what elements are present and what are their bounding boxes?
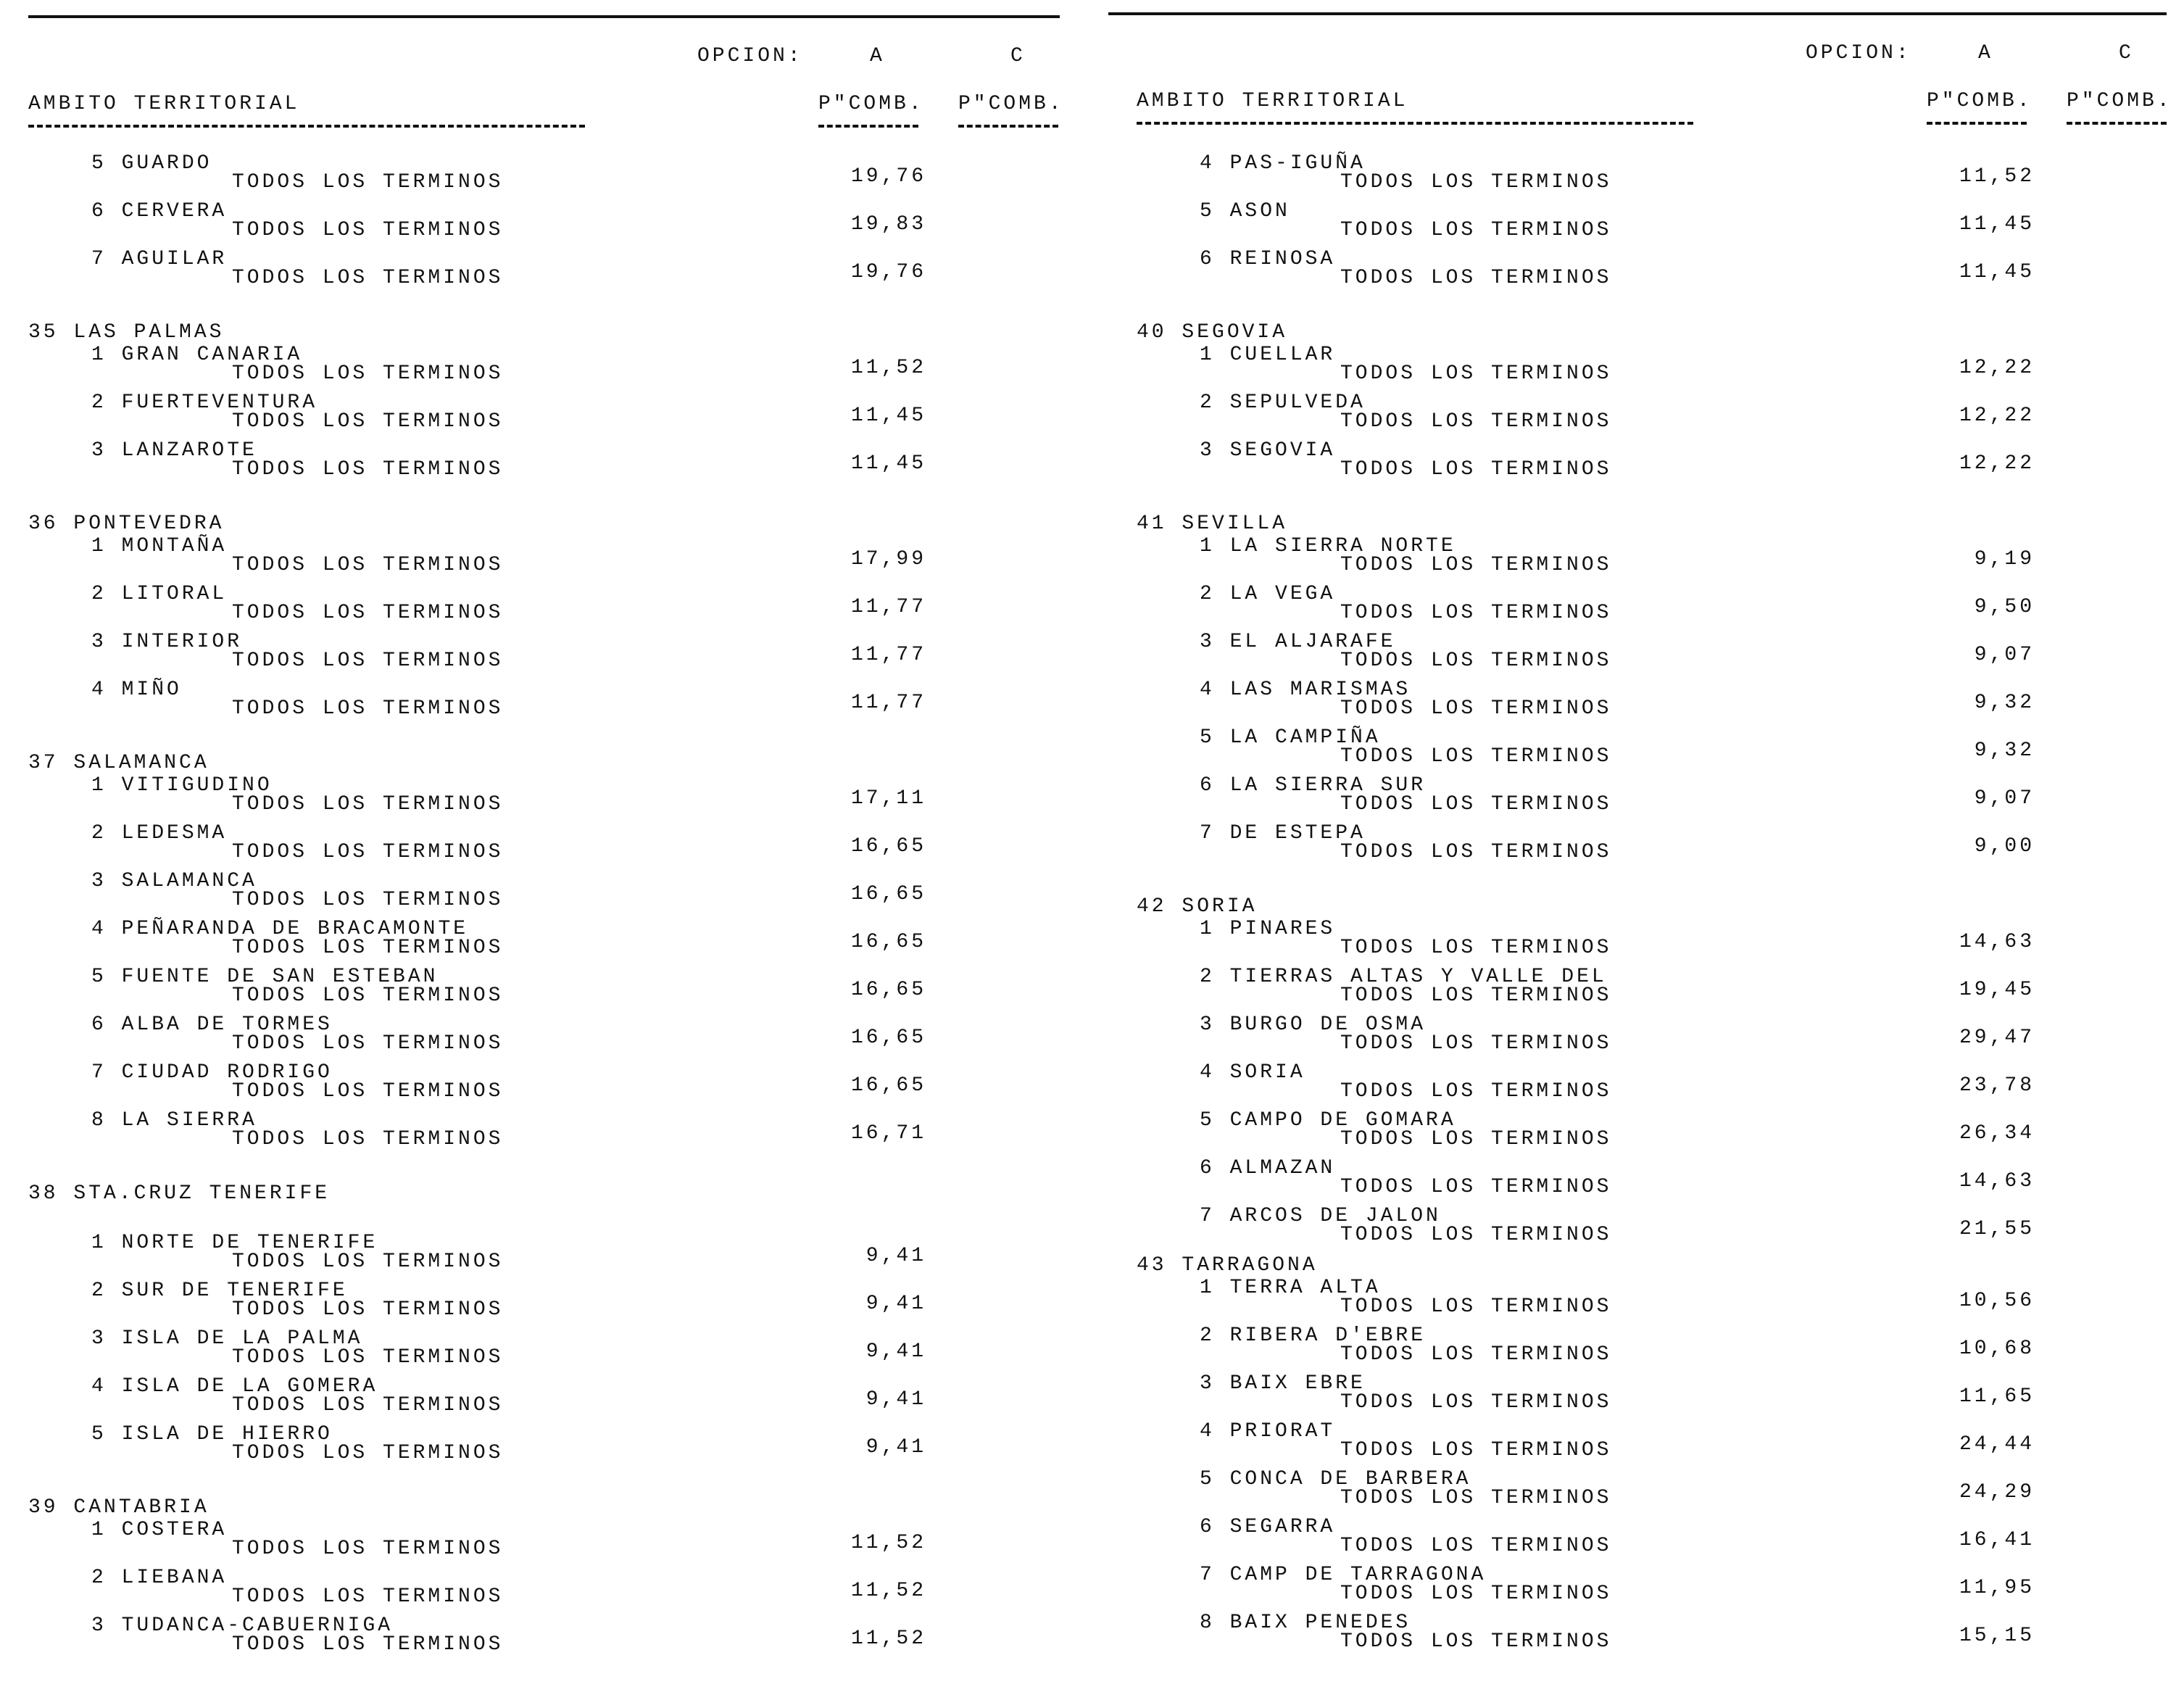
comarca-row (1108, 966, 2184, 1013)
comarca-name: 7 CAMP DE TARRAGONA (1200, 1564, 1487, 1586)
province-group (1108, 1254, 2184, 1659)
all-terms-label: TODOS LOS TERMINOS (1340, 219, 1612, 241)
comarca-row (1108, 1564, 2184, 1612)
option-a-value: 9,07 (1974, 787, 2035, 810)
all-terms-label: TODOS LOS TERMINOS (232, 889, 504, 911)
comarca-name: 1 PINARES (1200, 918, 1336, 940)
option-a-value: 11,45 (1959, 213, 2035, 236)
province-group (0, 152, 1076, 296)
all-terms-label: TODOS LOS TERMINOS (232, 650, 504, 672)
all-terms-label: TODOS LOS TERMINOS (232, 984, 504, 1007)
option-a-value: 9,41 (865, 1293, 926, 1315)
header-underline (1137, 122, 1693, 128)
province-heading: 36 PONTEVEDRA (28, 513, 225, 535)
all-terms-label: TODOS LOS TERMINOS (1340, 937, 1612, 959)
option-a-value: 16,65 (850, 835, 926, 858)
header-underline (2067, 122, 2167, 128)
comarca-name: 1 MONTAÑA (91, 535, 228, 557)
comarca-name: 8 BAIX PENEDES (1200, 1612, 1411, 1634)
province-heading: 42 SORIA (1137, 895, 1258, 918)
comarca-name: 2 RIBERA D'EBRE (1200, 1324, 1427, 1347)
comarca-row (1108, 726, 2184, 774)
all-terms-label: TODOS LOS TERMINOS (1340, 1583, 1612, 1605)
option-a-value: 9,00 (1974, 835, 2035, 858)
comarca-row (1108, 679, 2184, 726)
comarca-name: 3 BURGO DE OSMA (1200, 1013, 1427, 1036)
province-group (1108, 152, 2184, 296)
option-a-value: 17,99 (850, 548, 926, 571)
comarca-row (0, 1327, 1076, 1375)
province-group (0, 1182, 1076, 1471)
province-group (0, 513, 1076, 726)
comarca-name: 7 ARCOS DE JALON (1200, 1205, 1441, 1227)
province-heading: 40 SEGOVIA (1137, 321, 1288, 344)
all-terms-label: TODOS LOS TERMINOS (1340, 1080, 1612, 1103)
all-terms-label: TODOS LOS TERMINOS (1340, 984, 1612, 1007)
all-terms-label: TODOS LOS TERMINOS (1340, 793, 1612, 816)
comarca-row (1108, 1612, 2184, 1659)
comarca-name: 3 INTERIOR (91, 631, 243, 653)
comarca-row (1108, 535, 2184, 583)
all-terms-label: TODOS LOS TERMINOS (1340, 1224, 1612, 1246)
comarca-row (0, 774, 1076, 822)
comarca-name: 1 NORTE DE TENERIFE (91, 1232, 378, 1254)
comarca-row (1108, 1061, 2184, 1109)
comarca-row (0, 1280, 1076, 1327)
comarca-name: 6 ALMAZAN (1200, 1157, 1336, 1179)
option-a-value: 16,65 (850, 931, 926, 953)
comarca-row (0, 679, 1076, 726)
opcion-label: OPCION: (697, 45, 803, 67)
province-heading: 35 LAS PALMAS (28, 321, 225, 344)
option-a-value: 9,41 (865, 1388, 926, 1411)
comarca-row (0, 583, 1076, 631)
option-a-value: 11,45 (850, 452, 926, 475)
header-underline (958, 125, 1058, 130)
option-a-value: 16,41 (1959, 1529, 2035, 1551)
comarca-name: 6 ALBA DE TORMES (91, 1013, 333, 1036)
comarca-row (1108, 774, 2184, 822)
option-a-value: 16,65 (850, 979, 926, 1001)
comarca-row (1108, 822, 2184, 870)
all-terms-label: TODOS LOS TERMINOS (1340, 410, 1612, 433)
option-a-value: 11,45 (850, 405, 926, 427)
option-a-value: 11,77 (850, 644, 926, 666)
option-a-value: 11,65 (1959, 1385, 2035, 1408)
comarca-row (0, 1061, 1076, 1109)
comarca-name: 1 COSTERA (91, 1519, 228, 1541)
option-c-label: C (2119, 42, 2134, 65)
comarca-row (1108, 583, 2184, 631)
comarca-row (1108, 1420, 2184, 1468)
option-a-value: 26,34 (1959, 1122, 2035, 1145)
comarca-name: 3 EL ALJARAFE (1200, 631, 1396, 653)
comarca-name: 5 FUENTE DE SAN ESTEBAN (91, 966, 439, 988)
comarca-name: 4 MIÑO (91, 679, 182, 701)
comarca-name: 3 BAIX EBRE (1200, 1372, 1366, 1395)
option-a-value: 16,71 (850, 1122, 926, 1145)
province-heading: 37 SALAMANCA (28, 752, 209, 774)
comarca-name: 7 CIUDAD RODRIGO (91, 1061, 333, 1084)
option-a-value: 19,45 (1959, 979, 2035, 1001)
option-a-value: 24,29 (1959, 1481, 2035, 1504)
option-a-value: 11,95 (1959, 1577, 2035, 1599)
comarca-name: 5 LA CAMPIÑA (1200, 726, 1381, 749)
all-terms-label: TODOS LOS TERMINOS (1340, 1176, 1612, 1198)
comarca-row (1108, 1516, 2184, 1564)
option-a-label: A (870, 45, 885, 67)
province-group (0, 1496, 1076, 1662)
comarca-row (1108, 1372, 2184, 1420)
comarca-row (1108, 631, 2184, 679)
all-terms-label: TODOS LOS TERMINOS (232, 1394, 504, 1417)
all-terms-label: TODOS LOS TERMINOS (232, 1346, 504, 1369)
comarca-row (1108, 200, 2184, 248)
all-terms-label: TODOS LOS TERMINOS (232, 1251, 504, 1273)
comarca-row (0, 966, 1076, 1013)
comarca-row (1108, 1109, 2184, 1157)
option-a-value: 12,22 (1959, 452, 2035, 475)
option-a-value: 9,41 (865, 1340, 926, 1363)
option-a-value: 11,52 (850, 357, 926, 379)
comarca-row (0, 1614, 1076, 1662)
all-terms-label: TODOS LOS TERMINOS (1340, 745, 1612, 768)
comarca-name: 2 SEPULVEDA (1200, 391, 1366, 414)
comarca-name: 4 SORIA (1200, 1061, 1305, 1084)
comarca-name: 1 GRAN CANARIA (91, 344, 303, 366)
comarca-row (0, 152, 1076, 200)
all-terms-label: TODOS LOS TERMINOS (1340, 1128, 1612, 1150)
territory-list (1108, 152, 2184, 1659)
comarca-name: 3 SEGOVIA (1200, 439, 1336, 462)
option-a-value: 12,22 (1959, 405, 2035, 427)
all-terms-label: TODOS LOS TERMINOS (232, 1298, 504, 1321)
province-heading: 41 SEVILLA (1137, 513, 1288, 535)
option-a-value: 11,45 (1959, 261, 2035, 283)
all-terms-label: TODOS LOS TERMINOS (1340, 267, 1612, 289)
comarca-name: 2 LIEBANA (91, 1567, 228, 1589)
comarca-row (0, 535, 1076, 583)
option-a-value: 9,32 (1974, 692, 2035, 714)
header-underline (818, 125, 918, 130)
comarca-row (1108, 152, 2184, 200)
all-terms-label: TODOS LOS TERMINOS (232, 1633, 504, 1656)
comarca-name: 3 SALAMANCA (91, 870, 257, 892)
comarca-name: 1 TERRA ALTA (1200, 1277, 1381, 1299)
option-a-value: 11,52 (850, 1628, 926, 1650)
comarca-row (1108, 1324, 2184, 1372)
comarca-row (1108, 1157, 2184, 1205)
all-terms-label: TODOS LOS TERMINOS (1340, 1630, 1612, 1653)
province-group (1108, 321, 2184, 487)
comarca-row (0, 1013, 1076, 1061)
all-terms-label: TODOS LOS TERMINOS (232, 219, 504, 241)
option-a-value: 10,56 (1959, 1290, 2035, 1312)
all-terms-label: TODOS LOS TERMINOS (1340, 171, 1612, 194)
comarca-row (0, 391, 1076, 439)
all-terms-label: TODOS LOS TERMINOS (1340, 602, 1612, 624)
right-page-column (1108, 0, 2184, 1700)
all-terms-label: TODOS LOS TERMINOS (232, 267, 504, 289)
comarca-name: 6 LA SIERRA SUR (1200, 774, 1427, 797)
option-a-label: A (1978, 42, 1993, 65)
option-a-value: 15,15 (1959, 1625, 2035, 1647)
comarca-row (1108, 1013, 2184, 1061)
pcomb-a-header: P"COMB. (818, 93, 924, 115)
comarca-row (0, 344, 1076, 391)
all-terms-label: TODOS LOS TERMINOS (1340, 1535, 1612, 1557)
comarca-name: 5 ASON (1200, 200, 1290, 223)
header-underline (1927, 122, 2027, 128)
province-heading: 38 STA.CRUZ TENERIFE (28, 1182, 331, 1205)
comarca-name: 4 PAS-IGUÑA (1200, 152, 1366, 175)
comarca-name: 6 REINOSA (1200, 248, 1336, 270)
option-a-value: 9,32 (1974, 739, 2035, 762)
all-terms-label: TODOS LOS TERMINOS (232, 793, 504, 816)
all-terms-label: TODOS LOS TERMINOS (1340, 650, 1612, 672)
all-terms-label: TODOS LOS TERMINOS (1340, 1295, 1612, 1318)
pcomb-c-header: P"COMB. (958, 93, 1064, 115)
all-terms-label: TODOS LOS TERMINOS (1340, 1032, 1612, 1055)
comarca-name: 5 CONCA DE BARBERA (1200, 1468, 1471, 1490)
comarca-name: 5 ISLA DE HIERRO (91, 1423, 333, 1446)
option-a-value: 19,76 (850, 261, 926, 283)
all-terms-label: TODOS LOS TERMINOS (1340, 362, 1612, 385)
option-a-value: 19,83 (850, 213, 926, 236)
option-a-value: 11,52 (850, 1532, 926, 1554)
option-a-value: 9,19 (1974, 548, 2035, 571)
option-a-value: 11,52 (850, 1580, 926, 1602)
option-a-value: 9,07 (1974, 644, 2035, 666)
option-a-value: 11,52 (1959, 165, 2035, 188)
province-heading: 39 CANTABRIA (28, 1496, 209, 1519)
all-terms-label: TODOS LOS TERMINOS (232, 1585, 504, 1608)
comarca-name: 4 PEÑARANDA DE BRACAMONTE (91, 918, 469, 940)
province-group (0, 752, 1076, 1157)
comarca-name: 2 TIERRAS ALTAS Y VALLE DEL (1200, 966, 1607, 988)
comarca-name: 4 ISLA DE LA GOMERA (91, 1375, 378, 1398)
comarca-row (1108, 1205, 2184, 1253)
option-a-value: 9,50 (1974, 596, 2035, 618)
comarca-name: 6 CERVERA (91, 200, 228, 223)
all-terms-label: TODOS LOS TERMINOS (1340, 1439, 1612, 1461)
pcomb-a-header: P"COMB. (1927, 90, 2033, 112)
option-a-value: 16,65 (850, 1074, 926, 1097)
opcion-label: OPCION: (1806, 42, 1911, 65)
option-a-value: 21,55 (1959, 1218, 2035, 1240)
territory-list (0, 152, 1076, 1662)
comarca-name: 2 LEDESMA (91, 822, 228, 845)
province-group (1108, 513, 2184, 870)
comarca-name: 8 LA SIERRA (91, 1109, 257, 1132)
comarca-name: 3 LANZAROTE (91, 439, 257, 462)
comarca-row (0, 870, 1076, 918)
comarca-name: 1 LA SIERRA NORTE (1200, 535, 1456, 557)
comarca-row (1108, 1277, 2184, 1324)
comarca-row (0, 248, 1076, 296)
option-a-value: 10,68 (1959, 1338, 2035, 1360)
comarca-name: 3 TUDANCA-CABUERNIGA (91, 1614, 394, 1637)
all-terms-label: TODOS LOS TERMINOS (232, 458, 504, 481)
comarca-row (1108, 918, 2184, 966)
option-a-value: 17,11 (850, 787, 926, 810)
all-terms-label: TODOS LOS TERMINOS (232, 410, 504, 433)
option-a-value: 14,63 (1959, 931, 2035, 953)
comarca-name: 2 FUERTEVENTURA (91, 391, 318, 414)
all-terms-label: TODOS LOS TERMINOS (1340, 458, 1612, 481)
option-a-value: 12,22 (1959, 357, 2035, 379)
comarca-name: 7 AGUILAR (91, 248, 228, 270)
option-c-label: C (1010, 45, 1026, 67)
comarca-name: 5 GUARDO (91, 152, 212, 175)
comarca-name: 6 SEGARRA (1200, 1516, 1336, 1538)
comarca-row (0, 1567, 1076, 1614)
comarca-row (0, 822, 1076, 870)
province-group (1108, 895, 2184, 1253)
option-a-value: 19,76 (850, 165, 926, 188)
comarca-row (0, 1375, 1076, 1423)
all-terms-label: TODOS LOS TERMINOS (232, 171, 504, 194)
all-terms-label: TODOS LOS TERMINOS (1340, 1343, 1612, 1366)
comarca-name: 1 CUELLAR (1200, 344, 1336, 366)
all-terms-label: TODOS LOS TERMINOS (232, 841, 504, 863)
all-terms-label: TODOS LOS TERMINOS (232, 362, 504, 385)
comarca-row (0, 631, 1076, 679)
comarca-row (0, 918, 1076, 966)
ambito-territorial-header: AMBITO TERRITORIAL (1137, 90, 1408, 112)
comarca-row (1108, 248, 2184, 296)
comarca-row (0, 1519, 1076, 1567)
top-rule (1108, 12, 2167, 15)
province-group (0, 321, 1076, 487)
option-a-value: 16,65 (850, 883, 926, 905)
all-terms-label: TODOS LOS TERMINOS (1340, 554, 1612, 576)
header-underline (28, 125, 585, 130)
all-terms-label: TODOS LOS TERMINOS (1340, 697, 1612, 720)
comarca-row (1108, 344, 2184, 391)
comarca-name: 2 SUR DE TENERIFE (91, 1280, 348, 1302)
comarca-name: 7 DE ESTEPA (1200, 822, 1366, 845)
all-terms-label: TODOS LOS TERMINOS (232, 554, 504, 576)
comarca-row (1108, 1468, 2184, 1516)
comarca-name: 2 LA VEGA (1200, 583, 1336, 605)
all-terms-label: TODOS LOS TERMINOS (232, 1442, 504, 1464)
all-terms-label: TODOS LOS TERMINOS (232, 602, 504, 624)
all-terms-label: TODOS LOS TERMINOS (1340, 1391, 1612, 1414)
comarca-row (0, 1109, 1076, 1157)
option-a-value: 16,65 (850, 1027, 926, 1049)
all-terms-label: TODOS LOS TERMINOS (232, 1538, 504, 1560)
all-terms-label: TODOS LOS TERMINOS (232, 937, 504, 959)
comarca-row (0, 200, 1076, 248)
all-terms-label: TODOS LOS TERMINOS (232, 1032, 504, 1055)
comarca-name: 1 VITIGUDINO (91, 774, 273, 797)
option-a-value: 24,44 (1959, 1433, 2035, 1456)
left-page-column (0, 0, 1076, 1700)
comarca-row (1108, 439, 2184, 487)
comarca-row (0, 1423, 1076, 1471)
province-heading: 43 TARRAGONA (1137, 1254, 1318, 1277)
top-rule (28, 15, 1060, 18)
comarca-row (0, 439, 1076, 487)
option-a-value: 9,41 (865, 1436, 926, 1459)
comarca-name: 4 LAS MARISMAS (1200, 679, 1411, 701)
comarca-name: 2 LITORAL (91, 583, 228, 605)
all-terms-label: TODOS LOS TERMINOS (1340, 841, 1612, 863)
comarca-row (1108, 391, 2184, 439)
comarca-name: 3 ISLA DE LA PALMA (91, 1327, 363, 1350)
pcomb-c-header: P"COMB. (2067, 90, 2172, 112)
option-a-value: 11,77 (850, 692, 926, 714)
option-a-value: 9,41 (865, 1245, 926, 1267)
all-terms-label: TODOS LOS TERMINOS (232, 1080, 504, 1103)
ambito-territorial-header: AMBITO TERRITORIAL (28, 93, 300, 115)
option-a-value: 29,47 (1959, 1027, 2035, 1049)
comarca-name: 5 CAMPO DE GOMARA (1200, 1109, 1456, 1132)
comarca-name: 4 PRIORAT (1200, 1420, 1336, 1443)
all-terms-label: TODOS LOS TERMINOS (232, 697, 504, 720)
comarca-row (0, 1232, 1076, 1280)
option-a-value: 23,78 (1959, 1074, 2035, 1097)
all-terms-label: TODOS LOS TERMINOS (1340, 1487, 1612, 1509)
all-terms-label: TODOS LOS TERMINOS (232, 1128, 504, 1150)
option-a-value: 14,63 (1959, 1170, 2035, 1193)
option-a-value: 11,77 (850, 596, 926, 618)
